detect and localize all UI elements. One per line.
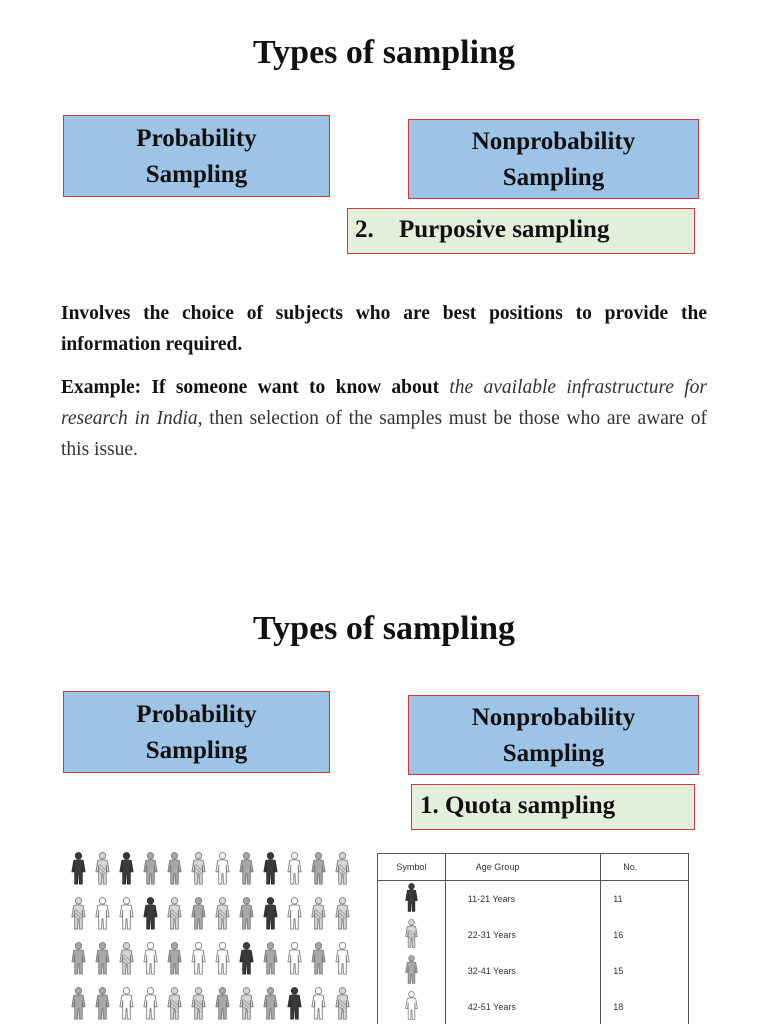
probability-sampling-box [63, 691, 330, 773]
gray-person-icon [214, 987, 231, 1021]
table-row [378, 881, 689, 917]
table-row [378, 989, 689, 1024]
patterned-person-icon [190, 852, 207, 886]
patterned-person-icon [404, 941, 419, 951]
example-intro: If someone want to know about [151, 377, 440, 398]
gray-person-icon [310, 942, 327, 976]
nonprobability-line-1: Nonprobability [471, 128, 636, 155]
quota-sampling-box [411, 784, 695, 830]
gray-person-icon [94, 942, 111, 976]
gray-person-icon [238, 852, 255, 886]
outline-person-icon [118, 987, 135, 1021]
gray-person-icon [404, 977, 419, 987]
population-people-grid [70, 852, 360, 1024]
gray-person-icon [190, 897, 207, 931]
patterned-person-icon [334, 987, 351, 1021]
gray-person-icon [142, 852, 159, 886]
dark-person-icon [142, 897, 159, 931]
dark-person-icon [404, 905, 419, 915]
symbol-cell [378, 953, 446, 989]
outline-person-icon [190, 942, 207, 976]
age-group-cell: 11-21 Years [445, 881, 600, 917]
age-group-cell: 32-41 Years [445, 953, 600, 989]
count-cell: 18 [601, 989, 689, 1024]
purposive-sampling-box [347, 208, 695, 254]
method-label: 1. Quota sampling [420, 792, 616, 819]
patterned-person-icon [334, 897, 351, 931]
patterned-person-icon [310, 897, 327, 931]
header-age-group: Age Group [445, 854, 600, 881]
patterned-person-icon [166, 897, 183, 931]
example-label: Example: [61, 377, 142, 398]
gray-person-icon [166, 942, 183, 976]
symbol-cell [378, 917, 446, 953]
table-row [378, 953, 689, 989]
gray-person-icon [70, 942, 87, 976]
method-label: Purposive sampling [399, 216, 610, 243]
age-group-cell: 42-51 Years [445, 989, 600, 1024]
probability-line-1: Probability [136, 701, 257, 728]
table-row [378, 917, 689, 953]
example-text [61, 372, 707, 465]
patterned-person-icon [214, 897, 231, 931]
probability-line-1: Probability [136, 125, 257, 152]
gray-person-icon [166, 852, 183, 886]
dark-person-icon [70, 852, 87, 886]
outline-person-icon [334, 942, 351, 976]
dark-person-icon [286, 987, 303, 1021]
slide-quota-sampling [0, 576, 768, 1024]
definition-text: Involves the choice of subjects who are best positions to provide the information required. [61, 303, 707, 355]
gray-person-icon [94, 987, 111, 1021]
header-symbol: Symbol [378, 854, 446, 881]
outline-person-icon [142, 942, 159, 976]
patterned-person-icon [118, 942, 135, 976]
age-group-cell: 22-31 Years [445, 917, 600, 953]
probability-line-2: Sampling [145, 737, 248, 764]
gray-person-icon [238, 897, 255, 931]
probability-sampling-box [63, 115, 330, 197]
dark-person-icon [262, 897, 279, 931]
outline-person-icon [94, 897, 111, 931]
patterned-person-icon [238, 987, 255, 1021]
outline-person-icon [214, 852, 231, 886]
method-number: 2. [355, 216, 374, 243]
nonprobability-line-2: Sampling [502, 740, 605, 767]
dark-person-icon [262, 852, 279, 886]
example-italic: the available infrastructure for research in India, [61, 377, 708, 429]
patterned-person-icon [334, 852, 351, 886]
example-rest: then selection of the samples must be those who are aware of this issue. [61, 408, 707, 460]
outline-person-icon [286, 852, 303, 886]
count-cell: 15 [601, 953, 689, 989]
dark-person-icon [238, 942, 255, 976]
header-number: No. [601, 854, 689, 881]
gray-person-icon [262, 987, 279, 1021]
nonprobability-line-2: Sampling [502, 164, 605, 191]
outline-person-icon [118, 897, 135, 931]
symbol-cell [378, 989, 446, 1024]
slide-title: Types of sampling [253, 34, 515, 71]
outline-person-icon [142, 987, 159, 1021]
outline-person-icon [286, 897, 303, 931]
gray-person-icon [262, 942, 279, 976]
quota-table [377, 853, 689, 1024]
patterned-person-icon [94, 852, 111, 886]
outline-person-icon [310, 987, 327, 1021]
outline-person-icon [286, 942, 303, 976]
nonprobability-sampling-box [408, 695, 699, 775]
gray-person-icon [310, 852, 327, 886]
nonprobability-line-1: Nonprobability [471, 704, 636, 731]
dark-person-icon [118, 852, 135, 886]
nonprobability-sampling-box [408, 119, 699, 199]
probability-line-2: Sampling [145, 161, 248, 188]
gray-person-icon [70, 987, 87, 1021]
patterned-person-icon [70, 897, 87, 931]
table-header-row [378, 854, 689, 881]
patterned-person-icon [166, 987, 183, 1021]
count-cell: 11 [601, 881, 689, 917]
outline-person-icon [404, 1013, 419, 1023]
symbol-cell [378, 881, 446, 917]
outline-person-icon [214, 942, 231, 976]
patterned-person-icon [190, 987, 207, 1021]
count-cell: 16 [601, 917, 689, 953]
slide-title: Types of sampling [253, 610, 515, 647]
